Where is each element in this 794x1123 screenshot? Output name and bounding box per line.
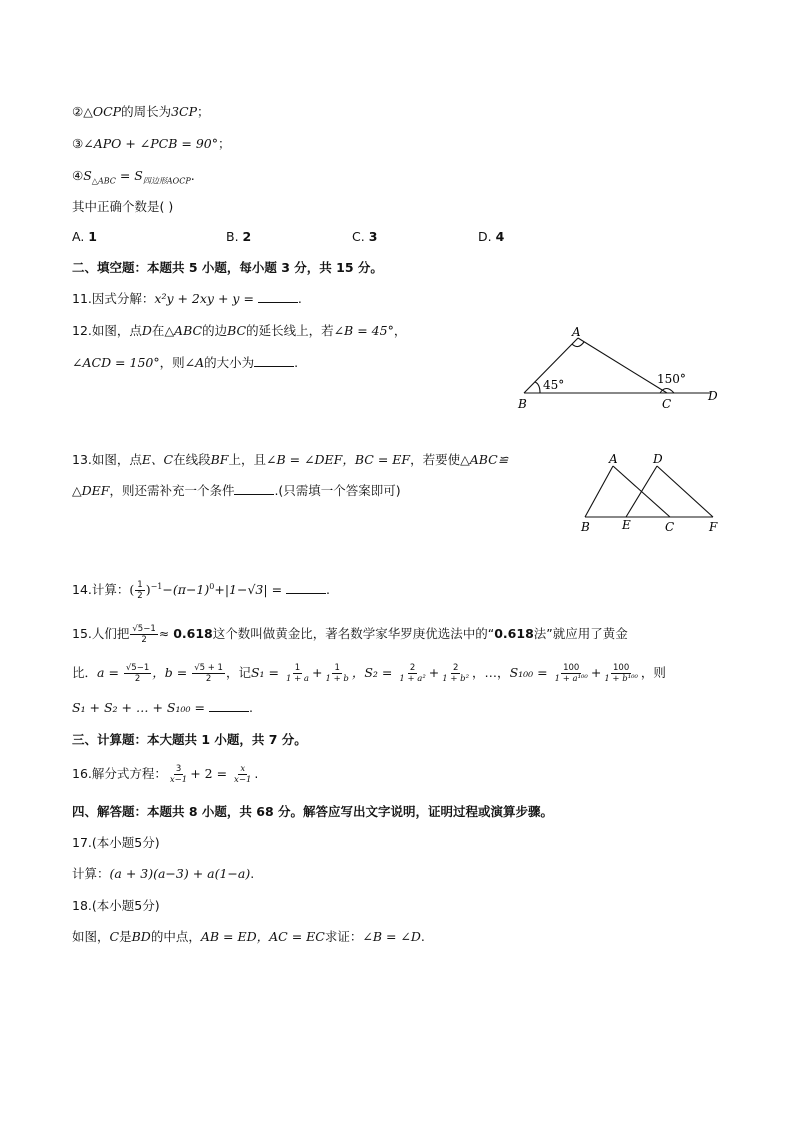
fig13-label-c: C (665, 520, 675, 534)
q10-option-d: D. 4 (478, 229, 505, 244)
fig12-angle-c-arc (660, 389, 674, 394)
q10-option-c: C. 3 (352, 229, 378, 244)
q16-fraction-left: $\frac{3}{x-1}$ (169, 764, 188, 785)
fig13-label-f: F (709, 520, 718, 534)
fig12-segment-ab (524, 338, 578, 393)
q15-answer-blank[interactable] (209, 699, 249, 712)
q13-line-2: △DEF，则还需补充一个条件 .(只需填一个答案即可) (72, 483, 401, 498)
q12-line-2: ∠ACD = 150°，则∠A的大小为 . (72, 355, 299, 370)
q15-b-fraction: $\frac{√5 + 1}{2}$ (194, 663, 223, 684)
section-4-title: 四、解答题：本题共 8 小题，共 68 分。解答应写出文字说明，证明过程或演算步骤。 (72, 804, 554, 819)
q11-answer-blank[interactable] (258, 290, 298, 303)
q18-body: 如图，C是BD的中点，AB = ED，AC = EC求证：∠B = ∠D. (72, 929, 425, 944)
fig13-label-d: D (653, 452, 663, 466)
q10-item-3: ③∠APO + ∠PCB = 90°； (72, 136, 231, 151)
q10-option-a: A. 1 (72, 229, 97, 244)
q18-header: 18.(本小题5分) (72, 898, 160, 913)
q15-s1-frac-b: $\frac{1}{1 + b}$ (325, 663, 349, 684)
q10-option-b: B. 2 (226, 229, 252, 244)
fig13-label-a: A (609, 452, 618, 466)
q14: 14.计算：( $\frac{1}{2}$ )$^{-1}-(\pi-1)^0+|1-√3|$ = . (72, 580, 331, 602)
fig12-angle-a-arc (572, 342, 584, 347)
fig13-segment-ed (626, 466, 657, 517)
fig13-segment-ba (585, 466, 613, 517)
q15-line-1: 15.人们把 $\frac{√5-1}{2}$ ≈ 0.618这个数叫做黄金比，著名数学家华罗庚优选法中的“0.618法”就应用了黄金 (72, 624, 628, 645)
fig12-label-d: D (708, 389, 718, 403)
fig12-label-b: B (518, 397, 527, 411)
q17-header: 17.(本小题5分) (72, 835, 160, 850)
q15-s100-frac-b: $\frac{100}{\text{1 + b¹⁰⁰}}$ (604, 663, 638, 684)
q15-a-fraction: $\frac{√5-1}{2}$ (125, 663, 150, 684)
q13-line-1: 13.如图，点E、C在线段BF上，且∠B = ∠DEF，BC = EF，若要使△ABC≌ (72, 452, 509, 467)
fig13-label-b: B (581, 520, 590, 534)
q14-answer-blank[interactable] (286, 581, 326, 594)
q15-golden-fraction: $\frac{√5-1}{2}$ (132, 624, 156, 645)
fig12-angle-b-value: 45° (543, 378, 565, 392)
fig12-label-c: C (662, 397, 672, 411)
fig12-angle-b-arc (535, 382, 540, 393)
q15-s100-frac-a: $\frac{100}{\text{1 + a¹⁰⁰}}$ (554, 663, 588, 684)
section-2-title: 二、填空题：本题共 5 小题，每小题 3 分，共 15 分。 (72, 260, 383, 275)
q12-line-1: 12.如图，点D在△ABC的边BC的延长线上，若∠B = 45°， (72, 323, 407, 338)
fig13-segment-df (657, 466, 713, 517)
fig12-angle-c-value: 150° (657, 372, 686, 386)
section-3-title: 三、计算题：本大题共 1 小题，共 7 分。 (72, 732, 307, 747)
q13-answer-blank[interactable] (234, 482, 274, 495)
fig12-label-a: A (572, 325, 581, 339)
fig13-label-e: E (622, 518, 631, 532)
q15-line-3: S₁ + S₂ + … + S₁₀₀ = . (72, 700, 253, 715)
fig13-segment-ac (613, 466, 670, 517)
q16-fraction-right: $\frac{x}{x-1}$ (234, 764, 252, 785)
q12-answer-blank[interactable] (254, 354, 294, 367)
q11: 11.因式分解：x²y + 2xy + y = . (72, 291, 302, 306)
q10-question: 其中正确个数是( ) (72, 199, 174, 214)
q10-item-4: $④S_{\triangle ABC} = S_{四边形AOCP}$. (72, 168, 195, 186)
q15-s2-frac-a: $\frac{2}{\text{1 + a²}}$ (399, 663, 426, 684)
q15-line-2: 比．a = $\frac{√5-1}{2}$ ，b = $\frac{√5 + 1}{2}$ ，记S₁ = $\frac{1}{1 + a}$ + $\frac{1}{1 + b}$ ，S₂ = $\frac{2}{\text{1 + a²}}$ + $\frac{2}{\text{1 + b²}}$ ，…，S₁₀₀ = $\frac{100}{\text{1 + a¹⁰⁰}}$ + $\frac{100}{\text{1 + b¹⁰⁰}}$ ，则 (72, 663, 666, 684)
q16: 16.解分式方程： $\frac{3}{x-1}$ + 2 = $\frac{x}{x-1}$ . (72, 764, 259, 785)
q10-item-2: ②△OCP的周长为3CP； (72, 104, 210, 119)
q15-s2-frac-b: $\frac{2}{\text{1 + b²}}$ (442, 663, 470, 684)
q17-body: 计算：(a + 3)(a−3) + a(1−a). (72, 866, 255, 881)
q14-fraction: $\frac{1}{2}$ (137, 580, 143, 602)
fig12-segment-ac (578, 338, 667, 393)
q15-s1-frac-a: $\frac{1}{1 + a}$ (285, 663, 309, 684)
